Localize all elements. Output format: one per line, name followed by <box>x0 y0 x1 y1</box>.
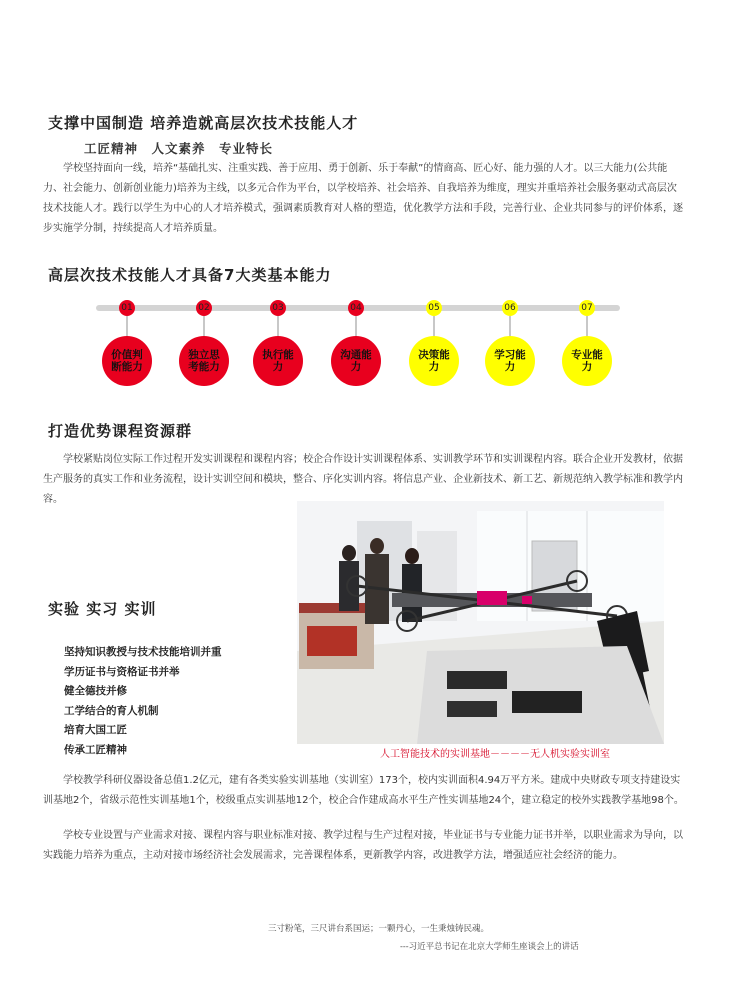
paragraph-alignment: 学校专业设置与产业需求对接、课程内容与职业标准对接、教学过程与生产过程对接，毕业证书与专业能力证书并举，以职业需求为导向，以实践能力培养为重点，主动对接市场经济社会发展需求，完善课程体系，更新教学内容，改进教学方法，增强适应社会经济的能力。 <box>43 830 683 861</box>
list-item: 培育大国工匠 <box>64 724 127 736</box>
ability-number-badge: 01 <box>119 300 135 316</box>
paragraph-courses: 学校紧贴岗位实际工作过程开发实训课程和课程内容；校企合作设计实训课程体系、实训教学环节和实训课程内容。联合企业开发教材，依据生产服务的真实工作和业务流程，设计实训空间和模块，整合、序化实训内容。将信息产业、企业新技术、新工艺、新规范纳入教学标准和教学内容。 <box>43 454 683 505</box>
ability-circle <box>179 336 229 386</box>
ability-label: 执行能力 <box>262 349 294 373</box>
section-title-courses: 打造优势课程资源群 <box>48 422 193 440</box>
ability-circle <box>409 336 459 386</box>
ability-number-badge: 02 <box>196 300 212 316</box>
ability-circle <box>253 336 303 386</box>
photo-caption: 人工智能技术的实训基地－－－－无人机实验实训室 <box>380 749 610 760</box>
ability-circle <box>562 336 612 386</box>
ability-label: 价值判断能力 <box>111 349 143 373</box>
ability-circle <box>331 336 381 386</box>
ability-number-badge: 04 <box>348 300 364 316</box>
ability-label: 学习能力 <box>494 349 526 373</box>
list-item: 学历证书与资格证书并举 <box>64 665 180 678</box>
ability-label: 决策能力 <box>418 349 450 373</box>
quote-text: 三寸粉笔，三尺讲台系国运；一颗丹心，一生秉烛铸民魂。 <box>268 924 490 934</box>
section-title-abilities: 高层次技术技能人才具备7大类基本能力 <box>48 266 332 284</box>
ability-number-badge: 03 <box>270 300 286 316</box>
paragraph-talent: 学校坚持面向一线，培养“基础扎实、注重实践、善于应用、勇于创新、乐于奉献”的情商高、匠心好、能力强的人才。以三大能力(公共能力、社会能力、创新创业能力)培养为主线，以多元合作为平台，以学校培养、社会培养、自我培养为维度，理实并重培养社会服务驱动式高层次技术技能人才。践行以学生为中心的人才培养模式，强调素质教育对人格的塑造，优化教学方法和手段，完善行业、企业共同参与的评价体系，逐步实施学分制，持续提高人才培养质量。 <box>43 163 683 234</box>
list-item: 工学结合的育人机制 <box>64 704 159 717</box>
ability-label: 沟通能力 <box>340 349 372 373</box>
ability-label: 独立思考能力 <box>188 349 220 373</box>
lab-photo <box>297 501 664 744</box>
section-title-talent: 支撑中国制造 培养造就高层次技术技能人才 <box>48 114 359 132</box>
ability-label: 专业能力 <box>571 349 603 373</box>
ability-number-badge: 07 <box>579 300 595 316</box>
list-item: 坚持知识教授与技术技能培训并重 <box>64 646 222 658</box>
quote-source: ---习近平总书记在北京大学师生座谈会上的讲话 <box>400 942 579 952</box>
paragraph-facilities: 学校教学科研仪器设备总值1.2亿元，建有各类实验实训基地（实训室）173个，校内实训面积4.94万平方米。建成中央财政专项支持建设实训基地2个，省级示范性实训基地1个，校级重点实训基地12个，校企合作建成高水平生产性实训基地24个，建立稳定的校外实践教学基地98个。 <box>43 775 684 806</box>
list-item: 健全德技并修 <box>64 685 127 697</box>
practice-list <box>64 644 222 761</box>
ability-number-badge: 06 <box>502 300 518 316</box>
section-subtitle-talent: 工匠精神 人文素养 专业特长 <box>84 141 274 156</box>
ability-circle <box>102 336 152 386</box>
section-title-practice: 实验 实习 实训 <box>48 600 157 618</box>
ability-circle <box>485 336 535 386</box>
ability-number-badge: 05 <box>426 300 442 316</box>
list-item: 传承工匠精神 <box>64 743 127 756</box>
